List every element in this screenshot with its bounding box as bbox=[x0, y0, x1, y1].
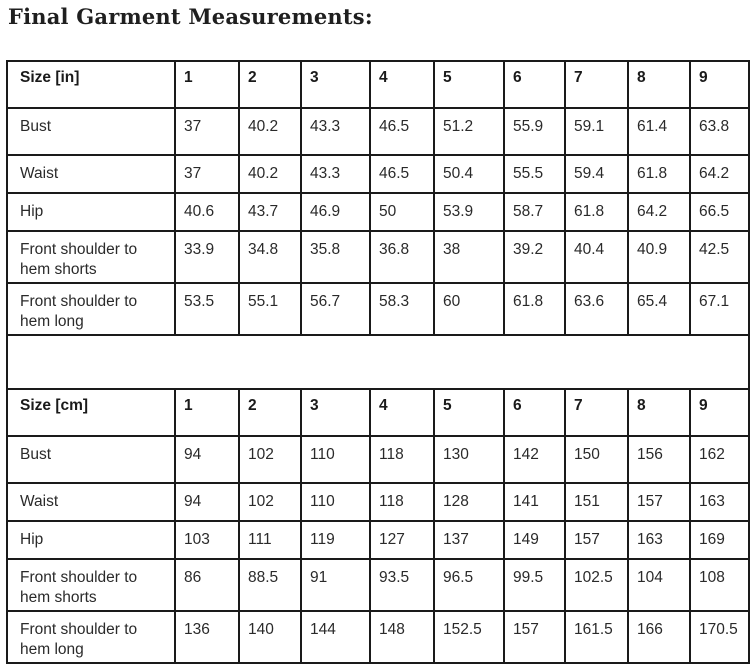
table-cell: 40.2 bbox=[239, 108, 301, 155]
table-cell: 43.3 bbox=[301, 108, 370, 155]
inches-size-1: 1 bbox=[175, 61, 239, 108]
table-cell: 40.6 bbox=[175, 193, 239, 231]
table-cell: 55.5 bbox=[504, 155, 565, 193]
table-cell: 94 bbox=[175, 483, 239, 521]
section-spacer-row bbox=[7, 335, 749, 389]
inches-size-4: 4 bbox=[370, 61, 434, 108]
table-cell: 53.9 bbox=[434, 193, 504, 231]
row-label: Hip bbox=[7, 193, 175, 231]
table-cell: 64.2 bbox=[628, 193, 690, 231]
table-cell: 59.1 bbox=[565, 108, 628, 155]
garment-measurements-table bbox=[6, 60, 750, 664]
table-cell: 63.6 bbox=[565, 283, 628, 335]
inches-size-3: 3 bbox=[301, 61, 370, 108]
cm-size-2: 2 bbox=[239, 389, 301, 436]
table-cell: 103 bbox=[175, 521, 239, 559]
table-cell: 34.8 bbox=[239, 231, 301, 283]
table-cell: 151 bbox=[565, 483, 628, 521]
table-cell: 110 bbox=[301, 483, 370, 521]
table-cell: 64.2 bbox=[690, 155, 749, 193]
inches-size-label: Size [in] bbox=[7, 61, 175, 108]
page-title: Final Garment Measurements: bbox=[8, 4, 373, 29]
cm-size-7: 7 bbox=[565, 389, 628, 436]
table-cell: 137 bbox=[434, 521, 504, 559]
table-cell: 46.9 bbox=[301, 193, 370, 231]
inches-row-hip bbox=[7, 193, 749, 231]
inches-size-2: 2 bbox=[239, 61, 301, 108]
row-label-line: Front shoulder to bbox=[20, 569, 138, 586]
cm-row-bust bbox=[7, 436, 749, 483]
cm-size-3: 3 bbox=[301, 389, 370, 436]
table-cell: 43.3 bbox=[301, 155, 370, 193]
table-cell: 128 bbox=[434, 483, 504, 521]
row-label: Bust bbox=[7, 108, 175, 155]
cm-size-5: 5 bbox=[434, 389, 504, 436]
row-label: Waist bbox=[7, 155, 175, 193]
table-cell: 39.2 bbox=[504, 231, 565, 283]
row-label: Bust bbox=[7, 436, 175, 483]
cm-row-waist bbox=[7, 483, 749, 521]
row-label bbox=[7, 559, 175, 611]
cm-row-shoulder-hem-shorts bbox=[7, 559, 749, 611]
table-cell: 66.5 bbox=[690, 193, 749, 231]
table-cell: 40.4 bbox=[565, 231, 628, 283]
cm-size-6: 6 bbox=[504, 389, 565, 436]
row-label-line: Front shoulder to bbox=[20, 621, 138, 638]
row-label: Waist bbox=[7, 483, 175, 521]
section-spacer bbox=[7, 335, 749, 389]
inches-row-waist bbox=[7, 155, 749, 193]
table-cell: 150 bbox=[565, 436, 628, 483]
table-cell: 108 bbox=[690, 559, 749, 611]
table-cell: 46.5 bbox=[370, 155, 434, 193]
table-cell: 96.5 bbox=[434, 559, 504, 611]
row-label-line: Front shoulder to bbox=[20, 241, 138, 258]
table-cell: 110 bbox=[301, 436, 370, 483]
table-cell: 42.5 bbox=[690, 231, 749, 283]
table-cell: 63.8 bbox=[690, 108, 749, 155]
table-cell: 58.7 bbox=[504, 193, 565, 231]
table-cell: 102 bbox=[239, 483, 301, 521]
table-cell: 61.4 bbox=[628, 108, 690, 155]
table-cell: 61.8 bbox=[628, 155, 690, 193]
table-cell: 55.9 bbox=[504, 108, 565, 155]
table-cell: 161.5 bbox=[565, 611, 628, 663]
table-cell: 37 bbox=[175, 108, 239, 155]
inches-size-6: 6 bbox=[504, 61, 565, 108]
table-cell: 67.1 bbox=[690, 283, 749, 335]
table-cell: 111 bbox=[239, 521, 301, 559]
inches-size-5: 5 bbox=[434, 61, 504, 108]
table-cell: 46.5 bbox=[370, 108, 434, 155]
table-cell: 102.5 bbox=[565, 559, 628, 611]
table-cell: 157 bbox=[628, 483, 690, 521]
table-cell: 86 bbox=[175, 559, 239, 611]
inches-row-shoulder-hem-long bbox=[7, 283, 749, 335]
row-label-line: hem long bbox=[20, 641, 84, 658]
table-cell: 33.9 bbox=[175, 231, 239, 283]
table-cell: 61.8 bbox=[565, 193, 628, 231]
table-cell: 152.5 bbox=[434, 611, 504, 663]
row-label: Hip bbox=[7, 521, 175, 559]
table-cell: 93.5 bbox=[370, 559, 434, 611]
table-cell: 43.7 bbox=[239, 193, 301, 231]
table-cell: 61.8 bbox=[504, 283, 565, 335]
table-cell: 104 bbox=[628, 559, 690, 611]
cm-size-4: 4 bbox=[370, 389, 434, 436]
table-cell: 58.3 bbox=[370, 283, 434, 335]
row-label bbox=[7, 283, 175, 335]
table-cell: 119 bbox=[301, 521, 370, 559]
table-cell: 149 bbox=[504, 521, 565, 559]
table-cell: 91 bbox=[301, 559, 370, 611]
table-cell: 56.7 bbox=[301, 283, 370, 335]
row-label bbox=[7, 611, 175, 663]
cm-size-label: Size [cm] bbox=[7, 389, 175, 436]
row-label-line: hem shorts bbox=[20, 261, 97, 278]
cm-size-9: 9 bbox=[690, 389, 749, 436]
table-cell: 118 bbox=[370, 436, 434, 483]
table-cell: 148 bbox=[370, 611, 434, 663]
inches-size-8: 8 bbox=[628, 61, 690, 108]
table-cell: 35.8 bbox=[301, 231, 370, 283]
table-cell: 88.5 bbox=[239, 559, 301, 611]
inches-size-7: 7 bbox=[565, 61, 628, 108]
row-label-line: hem shorts bbox=[20, 589, 97, 606]
table-cell: 118 bbox=[370, 483, 434, 521]
cm-row-shoulder-hem-long bbox=[7, 611, 749, 663]
table-cell: 53.5 bbox=[175, 283, 239, 335]
table-cell: 59.4 bbox=[565, 155, 628, 193]
table-cell: 65.4 bbox=[628, 283, 690, 335]
table-cell: 40.9 bbox=[628, 231, 690, 283]
table-cell: 140 bbox=[239, 611, 301, 663]
inches-row-bust bbox=[7, 108, 749, 155]
table-cell: 144 bbox=[301, 611, 370, 663]
table-cell: 157 bbox=[504, 611, 565, 663]
table-cell: 170.5 bbox=[690, 611, 749, 663]
table-cell: 169 bbox=[690, 521, 749, 559]
table-cell: 60 bbox=[434, 283, 504, 335]
table-cell: 51.2 bbox=[434, 108, 504, 155]
cm-row-hip bbox=[7, 521, 749, 559]
inches-row-shoulder-hem-shorts bbox=[7, 231, 749, 283]
table-cell: 142 bbox=[504, 436, 565, 483]
table-cell: 163 bbox=[690, 483, 749, 521]
table-cell: 163 bbox=[628, 521, 690, 559]
cm-size-1: 1 bbox=[175, 389, 239, 436]
table-cell: 99.5 bbox=[504, 559, 565, 611]
table-cell: 38 bbox=[434, 231, 504, 283]
inches-header-row bbox=[7, 61, 749, 108]
table-cell: 136 bbox=[175, 611, 239, 663]
table-cell: 166 bbox=[628, 611, 690, 663]
table-cell: 55.1 bbox=[239, 283, 301, 335]
table-cell: 157 bbox=[565, 521, 628, 559]
cm-header-row bbox=[7, 389, 749, 436]
table-cell: 36.8 bbox=[370, 231, 434, 283]
table-cell: 50.4 bbox=[434, 155, 504, 193]
table-cell: 40.2 bbox=[239, 155, 301, 193]
table-cell: 37 bbox=[175, 155, 239, 193]
cm-size-8: 8 bbox=[628, 389, 690, 436]
table-cell: 50 bbox=[370, 193, 434, 231]
table-cell: 141 bbox=[504, 483, 565, 521]
table-cell: 156 bbox=[628, 436, 690, 483]
row-label bbox=[7, 231, 175, 283]
table-cell: 130 bbox=[434, 436, 504, 483]
table-cell: 94 bbox=[175, 436, 239, 483]
inches-size-9: 9 bbox=[690, 61, 749, 108]
row-label-line: Front shoulder to bbox=[20, 293, 138, 310]
table-cell: 127 bbox=[370, 521, 434, 559]
table-cell: 102 bbox=[239, 436, 301, 483]
row-label-line: hem long bbox=[20, 313, 84, 330]
table-cell: 162 bbox=[690, 436, 749, 483]
